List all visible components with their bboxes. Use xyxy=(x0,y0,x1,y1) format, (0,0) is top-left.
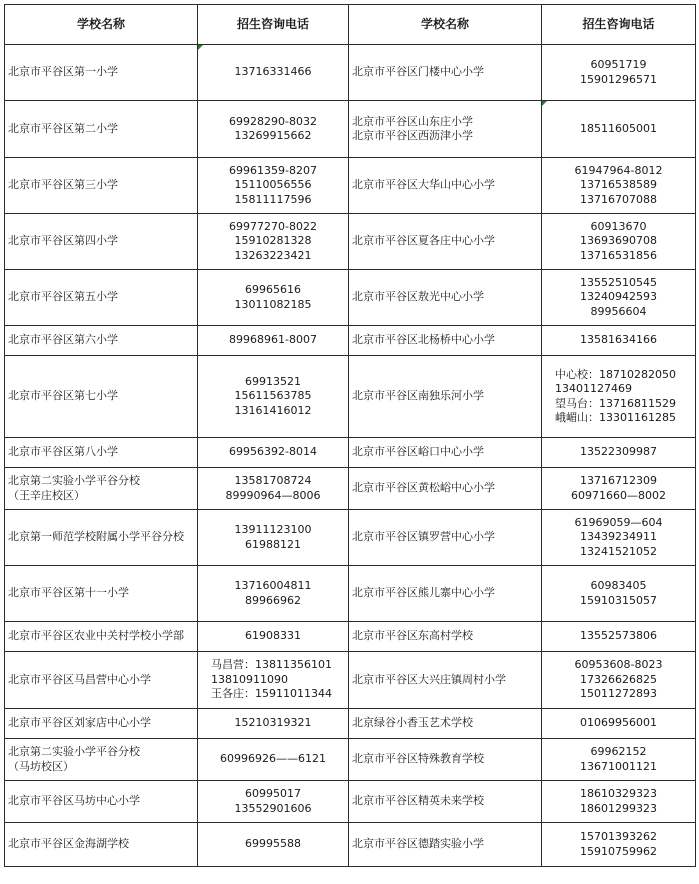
phone-left-line: 61988121 xyxy=(245,537,301,551)
phone-left-line: 13269915662 xyxy=(234,129,312,142)
school-name-left-line: 北京市平谷区农业中关村学校小学部 xyxy=(8,629,184,643)
school-name-left-line: （马坊校区） xyxy=(8,759,74,773)
table-row xyxy=(5,45,696,101)
phone-left-line: 13552901606 xyxy=(234,801,312,815)
phone-right xyxy=(542,510,696,566)
school-name-left xyxy=(5,468,198,510)
school-name-right xyxy=(349,823,542,867)
phone-right-line: 13241521052 xyxy=(580,544,657,558)
phone-right xyxy=(542,468,696,510)
phone-right xyxy=(542,326,696,356)
table-row xyxy=(5,622,696,652)
phone-right-line: 13522309987 xyxy=(580,445,657,459)
school-name-right-line: 北京市平谷区山东庄小学 xyxy=(352,114,473,128)
school-name-left-line: 北京市平谷区第四小学 xyxy=(8,234,118,248)
phone-left-line: 15811117596 xyxy=(234,192,312,206)
phone-left-line: 王各庄：15911011344 xyxy=(211,687,332,701)
phone-left-line: 61908331 xyxy=(245,629,301,643)
phone-right-line: 60971660—8002 xyxy=(571,488,666,502)
phone-left-line: 13161416012 xyxy=(234,403,312,417)
phone-right xyxy=(542,270,696,326)
phone-right xyxy=(542,739,696,781)
school-name-left-line: 北京市平谷区第八小学 xyxy=(8,445,118,459)
phone-left-line: 69956392-8014 xyxy=(229,445,317,459)
school-name-right-line: 北京市平谷区德踏实验小学 xyxy=(352,837,484,851)
phone-left-line: 69995588 xyxy=(245,837,301,851)
school-name-left xyxy=(5,45,198,101)
phone-right-line: 15011272893 xyxy=(580,687,657,701)
enrollment-phone-table xyxy=(4,4,696,867)
school-name-left-line: 北京市平谷区第二小学 xyxy=(8,121,118,135)
table-row xyxy=(5,214,696,270)
table-row xyxy=(5,438,696,468)
school-name-left xyxy=(5,101,198,158)
school-name-right xyxy=(349,566,542,622)
phone-left xyxy=(198,326,349,356)
phone-left xyxy=(198,652,349,709)
school-name-left-line: 北京市平谷区第十一小学 xyxy=(8,586,129,600)
phone-right-line: 13552510545 xyxy=(580,275,657,289)
phone-right-line: 61969059—604 xyxy=(574,515,663,529)
phone-right-line: 89956604 xyxy=(590,304,647,318)
phone-right-line: 13401127469 xyxy=(555,382,632,395)
school-name-right-line: 北京市平谷区大华山中心小学 xyxy=(352,178,495,192)
school-name-right xyxy=(349,781,542,823)
phone-left-line: 89966962 xyxy=(245,593,301,607)
school-name-left-line: 北京市平谷区金海湖学校 xyxy=(8,837,129,851)
school-name-left xyxy=(5,326,198,356)
phone-right-line: 60951719 xyxy=(590,58,647,71)
phone-left xyxy=(198,566,349,622)
phone-left-line: 89968961-8007 xyxy=(229,333,317,347)
phone-left-line: 15210319321 xyxy=(234,716,312,730)
school-name-left xyxy=(5,158,198,214)
school-name-left xyxy=(5,566,198,622)
school-name-left xyxy=(5,356,198,438)
phone-right xyxy=(542,356,696,438)
phone-right-line: 13716538589 xyxy=(580,178,657,192)
school-name-left xyxy=(5,510,198,566)
phone-right xyxy=(542,709,696,739)
phone-left-line: 89990964—8006 xyxy=(225,488,321,502)
school-name-right-line: 北京市平谷区精英未来学校 xyxy=(352,794,484,808)
phone-right-line: 18511605001 xyxy=(580,121,657,135)
phone-left xyxy=(198,214,349,270)
phone-left xyxy=(198,781,349,823)
school-name-left-line: 北京市平谷区第五小学 xyxy=(8,290,118,304)
phone-right-line: 峨嵋山：13301161285 xyxy=(555,411,676,424)
phone-right-line: 15701393262 xyxy=(580,830,657,843)
phone-right-line: 13581634166 xyxy=(580,333,657,347)
school-name-right xyxy=(349,709,542,739)
phone-right xyxy=(542,438,696,468)
phone-right-line: 13693690708 xyxy=(580,234,657,248)
phone-right xyxy=(542,158,696,214)
school-name-right-line: 北京市平谷区镇罗营中心小学 xyxy=(352,530,495,544)
school-name-left-line: 北京市平谷区第三小学 xyxy=(8,178,118,192)
school-name-left xyxy=(5,270,198,326)
phone-right-line: 17326626825 xyxy=(580,672,657,686)
school-name-right-line: 北京市平谷区敖光中心小学 xyxy=(352,290,484,304)
school-name-left xyxy=(5,214,198,270)
header-phone-left: 招生咨询电话 xyxy=(198,5,349,45)
phone-left xyxy=(198,468,349,510)
phone-right-line: 15910315057 xyxy=(580,593,657,607)
phone-left-line: 13716004811 xyxy=(234,579,312,592)
phone-left-line: 15910281328 xyxy=(234,234,312,248)
school-name-right-line: 北京市平谷区西沥津小学 xyxy=(352,129,473,142)
school-name-left-line: 北京市平谷区马坊中心小学 xyxy=(8,794,140,808)
phone-left-line: 60996926——6121 xyxy=(220,752,326,766)
header-row xyxy=(5,5,696,45)
phone-right-line: 13439234911 xyxy=(580,530,657,544)
school-name-right xyxy=(349,468,542,510)
table-body xyxy=(5,45,696,867)
phone-right-line: 13716531856 xyxy=(580,248,657,262)
phone-right-line: 15910759962 xyxy=(580,844,657,858)
phone-right xyxy=(542,45,696,101)
header-school-name-left: 学校名称 xyxy=(5,5,198,45)
school-name-right-line: 北京市平谷区南独乐河小学 xyxy=(352,389,484,403)
school-name-right xyxy=(349,356,542,438)
school-name-right xyxy=(349,438,542,468)
phone-left xyxy=(198,270,349,326)
school-name-right-line: 北京市平谷区东高村学校 xyxy=(352,629,473,643)
school-name-right xyxy=(349,158,542,214)
school-name-left xyxy=(5,709,198,739)
school-name-right-line: 北京市平谷区特殊教育学校 xyxy=(352,752,484,766)
school-name-left-line: 北京第二实验小学平谷分校 xyxy=(8,474,140,487)
school-name-right xyxy=(349,45,542,101)
phone-left xyxy=(198,45,349,101)
school-name-right xyxy=(349,270,542,326)
school-name-left xyxy=(5,781,198,823)
phone-right-line: 13240942593 xyxy=(580,290,657,304)
phone-right-line: 60913670 xyxy=(590,219,647,233)
phone-right-line: 望马台：13716811529 xyxy=(555,396,676,410)
phone-left-line: 13581708724 xyxy=(234,474,312,487)
table-row xyxy=(5,270,696,326)
phone-right-line: 中心校：18710282050 xyxy=(555,367,676,381)
school-name-right-line: 北京市平谷区峪口中心小学 xyxy=(352,445,484,459)
school-name-left xyxy=(5,823,198,867)
phone-right-line: 13671001121 xyxy=(580,759,657,773)
header-phone-right: 招生咨询电话 xyxy=(542,5,696,45)
school-name-left xyxy=(5,438,198,468)
phone-right-line: 13716712309 xyxy=(580,474,657,487)
phone-left-line: 马昌营：13811356101 xyxy=(211,658,332,672)
phone-left-line: 69928290-8032 xyxy=(229,114,317,128)
phone-left-line: 69961359-8207 xyxy=(229,163,317,177)
phone-right-line: 61947964-8012 xyxy=(574,163,663,177)
table-row xyxy=(5,566,696,622)
phone-left xyxy=(198,823,349,867)
table-row xyxy=(5,652,696,709)
table-row xyxy=(5,326,696,356)
phone-left-line: 69965616 xyxy=(245,283,301,296)
phone-right-line: 13552573806 xyxy=(580,629,657,643)
enrollment-contact-sheet xyxy=(4,4,695,867)
phone-left xyxy=(198,158,349,214)
school-name-right-line: 北京市平谷区北杨桥中心小学 xyxy=(352,333,495,347)
table-row xyxy=(5,468,696,510)
table-row xyxy=(5,510,696,566)
phone-left-line: 15611563785 xyxy=(234,389,312,403)
phone-right-line: 60953608-8023 xyxy=(574,658,663,672)
school-name-right-line: 北京市平谷区大兴庄镇周村小学 xyxy=(352,672,506,686)
table-row xyxy=(5,781,696,823)
phone-left-line: 69913521 xyxy=(245,374,301,388)
phone-right-line: 13716707088 xyxy=(580,192,657,206)
school-name-left-line: 北京第一师范学校附属小学平谷分校 xyxy=(8,530,184,544)
school-name-left-line: 北京市平谷区第六小学 xyxy=(8,333,118,347)
phone-right xyxy=(542,214,696,270)
phone-left-line: 13263223421 xyxy=(234,248,312,262)
phone-left xyxy=(198,622,349,652)
phone-left-line: 13011082185 xyxy=(234,297,312,311)
school-name-right xyxy=(349,622,542,652)
phone-right-line: 60983405 xyxy=(590,579,647,592)
school-name-left-line: 北京市平谷区第一小学 xyxy=(8,65,118,79)
phone-left xyxy=(198,101,349,158)
phone-left xyxy=(198,356,349,438)
school-name-left-line: 北京市平谷区马昌营中心小学 xyxy=(8,672,151,686)
school-name-left xyxy=(5,622,198,652)
school-name-left-line: （王辛庄校区） xyxy=(8,488,85,502)
school-name-left-line: 北京市平谷区刘家店中心小学 xyxy=(8,716,151,730)
school-name-right-line: 北京市平谷区夏各庄中心小学 xyxy=(352,234,495,248)
phone-right xyxy=(542,652,696,709)
school-name-left-line: 北京市平谷区第七小学 xyxy=(8,389,118,403)
phone-right xyxy=(542,823,696,867)
phone-right xyxy=(542,622,696,652)
phone-right-line: 69962152 xyxy=(590,745,647,758)
school-name-right-line: 北京市平谷区门楼中心小学 xyxy=(352,65,484,79)
school-name-left xyxy=(5,652,198,709)
phone-right-line: 18601299323 xyxy=(580,801,657,815)
table-row xyxy=(5,158,696,214)
school-name-right-line: 北京市平谷区熊儿寨中心小学 xyxy=(352,586,495,600)
phone-right-line: 18610329323 xyxy=(580,787,657,800)
school-name-right-line: 北京市平谷区黄松峪中心小学 xyxy=(352,481,495,495)
school-name-right-line: 北京绿谷小香玉艺术学校 xyxy=(352,716,473,730)
table-row xyxy=(5,739,696,781)
school-name-right xyxy=(349,510,542,566)
school-name-left xyxy=(5,739,198,781)
table-row xyxy=(5,709,696,739)
header-school-name-right: 学校名称 xyxy=(349,5,542,45)
phone-left-line: 15110056556 xyxy=(234,178,312,192)
table-row xyxy=(5,823,696,867)
phone-left-line: 13911123100 xyxy=(234,523,312,536)
phone-left xyxy=(198,739,349,781)
phone-right-line: 01069956001 xyxy=(580,716,657,730)
phone-right xyxy=(542,101,696,158)
phone-right xyxy=(542,566,696,622)
phone-right-line: 15901296571 xyxy=(580,72,657,86)
school-name-right xyxy=(349,739,542,781)
phone-left-line: 60995017 xyxy=(245,787,301,800)
phone-right xyxy=(542,781,696,823)
phone-left xyxy=(198,709,349,739)
table-row xyxy=(5,101,696,158)
school-name-right xyxy=(349,652,542,709)
phone-left xyxy=(198,510,349,566)
school-name-right xyxy=(349,214,542,270)
school-name-right xyxy=(349,326,542,356)
phone-left xyxy=(198,438,349,468)
phone-left-line: 13716331466 xyxy=(234,65,312,79)
phone-left-line: 13810911090 xyxy=(211,672,288,686)
school-name-left-line: 北京第二实验小学平谷分校 xyxy=(8,745,140,758)
school-name-right xyxy=(349,101,542,158)
phone-left-line: 69977270-8022 xyxy=(229,219,317,233)
table-row xyxy=(5,356,696,438)
